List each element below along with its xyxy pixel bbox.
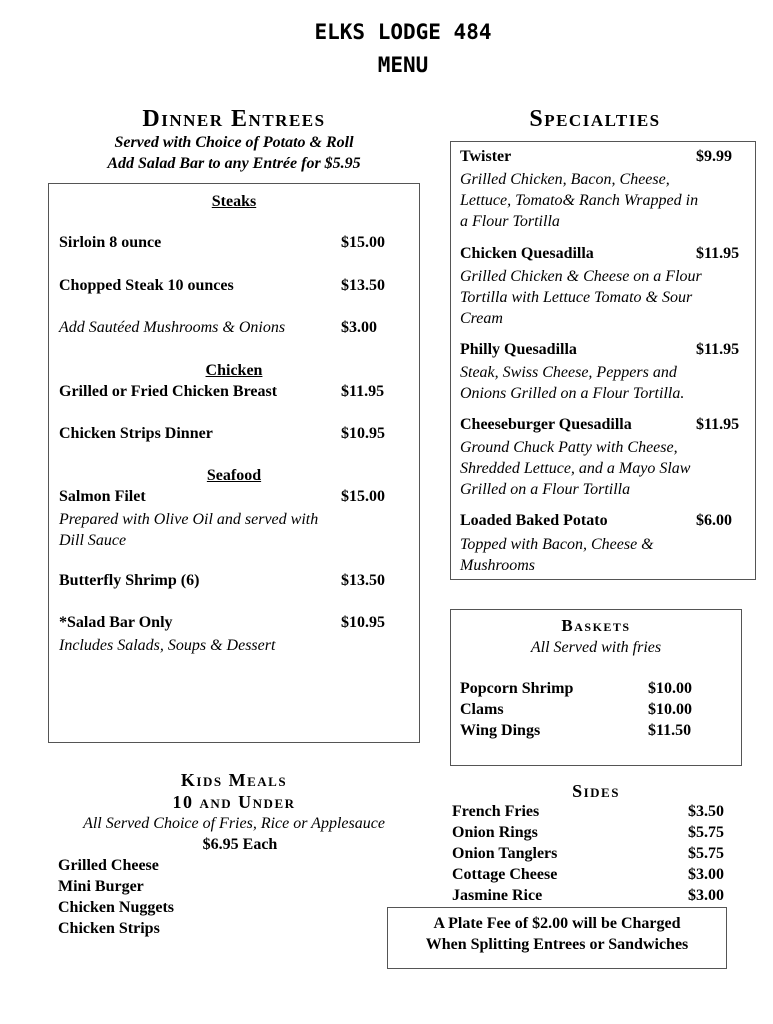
item-salad-bar: *Salad Bar Only bbox=[59, 614, 173, 631]
salmon-desc-2: Dill Sauce bbox=[59, 532, 127, 549]
price-loaded-baked-potato: $6.00 bbox=[696, 512, 732, 529]
chicken-quesadilla-desc-3: Cream bbox=[460, 310, 503, 327]
baskets-box bbox=[450, 609, 742, 766]
salmon-desc-1: Prepared with Olive Oil and served with bbox=[59, 511, 319, 528]
item-salmon: Salmon Filet bbox=[59, 488, 146, 505]
plate-fee-line-1: A Plate Fee of $2.00 will be Charged bbox=[433, 915, 681, 932]
menu-heading: MENU bbox=[377, 53, 429, 77]
loaded-baked-potato-desc-1: Topped with Bacon, Cheese & bbox=[460, 536, 654, 553]
chicken-quesadilla-desc-2: Tortilla with Lettuce Tomato & Sour bbox=[460, 289, 693, 306]
price-wing-dings: $11.50 bbox=[648, 722, 692, 739]
plate-fee-notice bbox=[387, 907, 727, 969]
twister-desc-1: Grilled Chicken, Bacon, Cheese, bbox=[460, 171, 670, 188]
category-seafood: Seafood bbox=[206, 467, 262, 484]
kids-title-2: 10 and Under bbox=[172, 792, 296, 812]
price-salad-bar: $10.95 bbox=[341, 614, 385, 631]
kids-price: $6.95 Each bbox=[202, 836, 278, 853]
item-chicken-quesadilla: Chicken Quesadilla bbox=[460, 245, 594, 262]
dinner-entrees-box bbox=[48, 183, 420, 743]
dinner-subtitle-2: Add Salad Bar to any Entrée for $5.95 bbox=[107, 155, 361, 172]
item-twister: Twister bbox=[460, 148, 512, 165]
price-onion-rings: $5.75 bbox=[688, 824, 724, 841]
item-cottage-cheese: Cottage Cheese bbox=[452, 866, 558, 883]
philly-quesadilla-desc-2: Onions Grilled on a Flour Tortilla. bbox=[460, 385, 685, 402]
item-butterfly-shrimp: Butterfly Shrimp (6) bbox=[59, 572, 200, 589]
specialties-box bbox=[450, 141, 756, 580]
item-sirloin: Sirloin 8 ounce bbox=[59, 234, 162, 251]
dinner-entrees-title: Dinner Entrees bbox=[142, 106, 326, 132]
baskets-title: Baskets bbox=[561, 616, 631, 635]
item-mushrooms: Add Sautéed Mushrooms & Onions bbox=[59, 319, 286, 336]
item-onion-rings: Onion Rings bbox=[452, 824, 538, 841]
item-philly-quesadilla: Philly Quesadilla bbox=[460, 341, 577, 358]
price-cottage-cheese: $3.00 bbox=[688, 866, 724, 883]
price-chopped-steak: $13.50 bbox=[341, 277, 385, 294]
twister-desc-3: a Flour Tortilla bbox=[460, 213, 560, 230]
item-popcorn-shrimp: Popcorn Shrimp bbox=[460, 680, 574, 697]
cheeseburger-quesadilla-desc-2: Shredded Lettuce, and a Mayo Slaw bbox=[460, 460, 691, 477]
kids-item: Chicken Nuggets bbox=[58, 899, 175, 916]
price-mushrooms: $3.00 bbox=[341, 319, 377, 336]
price-chicken-strips-dinner: $10.95 bbox=[341, 425, 385, 442]
item-french-fries: French Fries bbox=[452, 803, 540, 820]
kids-item: Mini Burger bbox=[58, 878, 144, 895]
loaded-baked-potato-desc-2: Mushrooms bbox=[460, 557, 535, 574]
price-jasmine-rice: $3.00 bbox=[688, 887, 724, 904]
price-chicken-breast: $11.95 bbox=[341, 383, 385, 400]
kids-title-1: Kids Meals bbox=[180, 770, 288, 790]
restaurant-name: ELKS LODGE 484 bbox=[314, 20, 492, 44]
item-loaded-baked-potato: Loaded Baked Potato bbox=[460, 512, 608, 529]
plate-fee-line-2: When Splitting Entrees or Sandwiches bbox=[425, 936, 689, 953]
cheeseburger-quesadilla-desc-3: Grilled on a Flour Tortilla bbox=[460, 481, 631, 498]
price-sirloin: $15.00 bbox=[341, 234, 385, 251]
item-chopped-steak: Chopped Steak 10 ounces bbox=[59, 277, 234, 294]
price-onion-tanglers: $5.75 bbox=[688, 845, 724, 862]
item-onion-tanglers: Onion Tanglers bbox=[452, 845, 558, 862]
item-jasmine-rice: Jasmine Rice bbox=[452, 887, 543, 904]
item-cheeseburger-quesadilla: Cheeseburger Quesadilla bbox=[460, 416, 632, 433]
baskets-subtitle: All Served with fries bbox=[530, 639, 662, 656]
price-popcorn-shrimp: $10.00 bbox=[648, 680, 692, 697]
kids-item: Chicken Strips bbox=[58, 920, 160, 937]
category-chicken: Chicken bbox=[205, 362, 263, 379]
chicken-quesadilla-desc-1: Grilled Chicken & Cheese on a Flour bbox=[460, 268, 702, 285]
price-twister: $9.99 bbox=[696, 148, 732, 165]
price-clams: $10.00 bbox=[648, 701, 692, 718]
cheeseburger-quesadilla-desc-1: Ground Chuck Patty with Cheese, bbox=[460, 439, 678, 456]
dinner-subtitle-1: Served with Choice of Potato & Roll bbox=[114, 134, 354, 151]
salad-bar-desc: Includes Salads, Soups & Dessert bbox=[59, 637, 276, 654]
item-chicken-strips-dinner: Chicken Strips Dinner bbox=[59, 425, 213, 442]
sides-title: Sides bbox=[572, 781, 620, 801]
price-salmon: $15.00 bbox=[341, 488, 385, 505]
price-french-fries: $3.50 bbox=[688, 803, 724, 820]
item-wing-dings: Wing Dings bbox=[460, 722, 541, 739]
price-chicken-quesadilla: $11.95 bbox=[696, 245, 740, 262]
price-butterfly-shrimp: $13.50 bbox=[341, 572, 385, 589]
category-steaks: Steaks bbox=[211, 193, 257, 210]
philly-quesadilla-desc-1: Steak, Swiss Cheese, Peppers and bbox=[460, 364, 677, 381]
item-chicken-breast: Grilled or Fried Chicken Breast bbox=[59, 383, 278, 400]
price-cheeseburger-quesadilla: $11.95 bbox=[696, 416, 740, 433]
specialties-title: Specialties bbox=[529, 106, 661, 132]
kids-subtitle: All Served Choice of Fries, Rice or Applesauce bbox=[83, 815, 385, 832]
twister-desc-2: Lettuce, Tomato& Ranch Wrapped in bbox=[460, 192, 699, 209]
kids-item: Grilled Cheese bbox=[58, 857, 159, 874]
item-clams: Clams bbox=[460, 701, 504, 718]
price-philly-quesadilla: $11.95 bbox=[696, 341, 740, 358]
